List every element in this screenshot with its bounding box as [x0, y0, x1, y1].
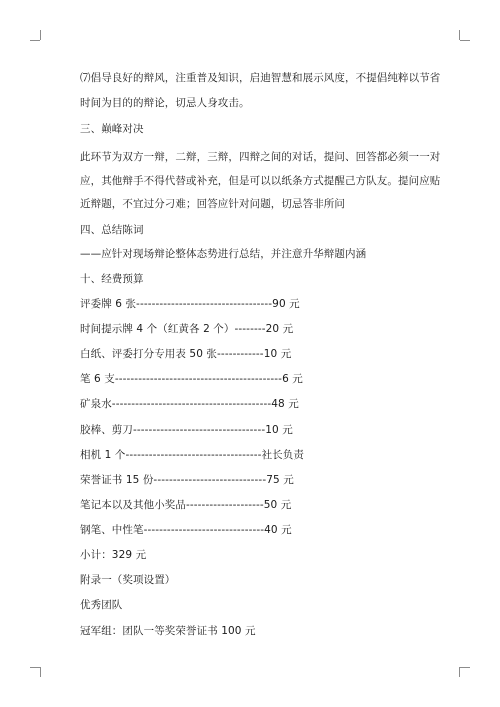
paragraph-debate-style: ⑺倡导良好的辩风，注重普及知识，启迪智慧和展示风度，不提倡纯粹以节省时间为目的的辩论，切忌人身攻击。 — [80, 72, 441, 109]
budget-item: 矿泉水-----------------------------------------48 元 — [80, 398, 299, 410]
heading-section-10: 十、经费预算 — [80, 273, 144, 285]
heading-section-4: 四、总结陈词 — [80, 224, 144, 236]
budget-item: 评委牌 6 张-----------------------------------90 元 — [80, 298, 300, 310]
crop-mark-bottom-left-v — [40, 667, 41, 677]
crop-mark-bottom-left-h — [30, 667, 40, 668]
paragraph-duel-rules: 此环节为双方一辩，二辩，三辩，四辩之间的对话，提问、回答都必须一一对应，其他辩手不得代替或补充，但是可以以纸条方式提醒己方队友。提问应贴近辩题，不宜过分刁难；回答应针对问题，切忌答非所问 — [80, 151, 441, 210]
crop-mark-top-right-h — [460, 40, 470, 41]
appendix-title: 附录一（奖项设置） — [80, 574, 176, 586]
paragraph-summary: ——应针对现场辩论整体态势进行总结，并注意升华辩题内涵 — [80, 248, 367, 260]
budget-item: 笔 6 支-------------------------------------------6 元 — [80, 373, 303, 385]
crop-mark-top-right-v — [459, 30, 460, 40]
heading-section-3: 三、巅峰对决 — [80, 123, 144, 135]
budget-item: 白纸、评委打分专用表 50 张------------10 元 — [80, 348, 292, 360]
budget-item: 钢笔、中性笔-------------------------------40 元 — [80, 524, 292, 536]
crop-mark-top-left-h — [30, 40, 40, 41]
crop-mark-bottom-right-h — [460, 667, 470, 668]
crop-mark-top-left-v — [40, 30, 41, 40]
budget-item: 时间提示牌 4 个（红黄各 2 个）--------20 元 — [80, 323, 294, 335]
crop-mark-bottom-right-v — [459, 667, 460, 677]
budget-item: 相机 1 个-----------------------------------社长负责 — [80, 449, 304, 461]
budget-item: 胶棒、剪刀----------------------------------10 元 — [80, 424, 293, 436]
budget-subtotal: 小计：329 元 — [80, 549, 147, 561]
champion-award-line: 冠军组：团队一等奖荣誉证书 100 元 — [80, 625, 256, 637]
budget-item: 荣誉证书 15 份-----------------------------75 元 — [80, 474, 294, 486]
award-team-heading: 优秀团队 — [80, 599, 123, 611]
budget-item: 笔记本以及其他小奖品--------------------50 元 — [80, 499, 292, 511]
